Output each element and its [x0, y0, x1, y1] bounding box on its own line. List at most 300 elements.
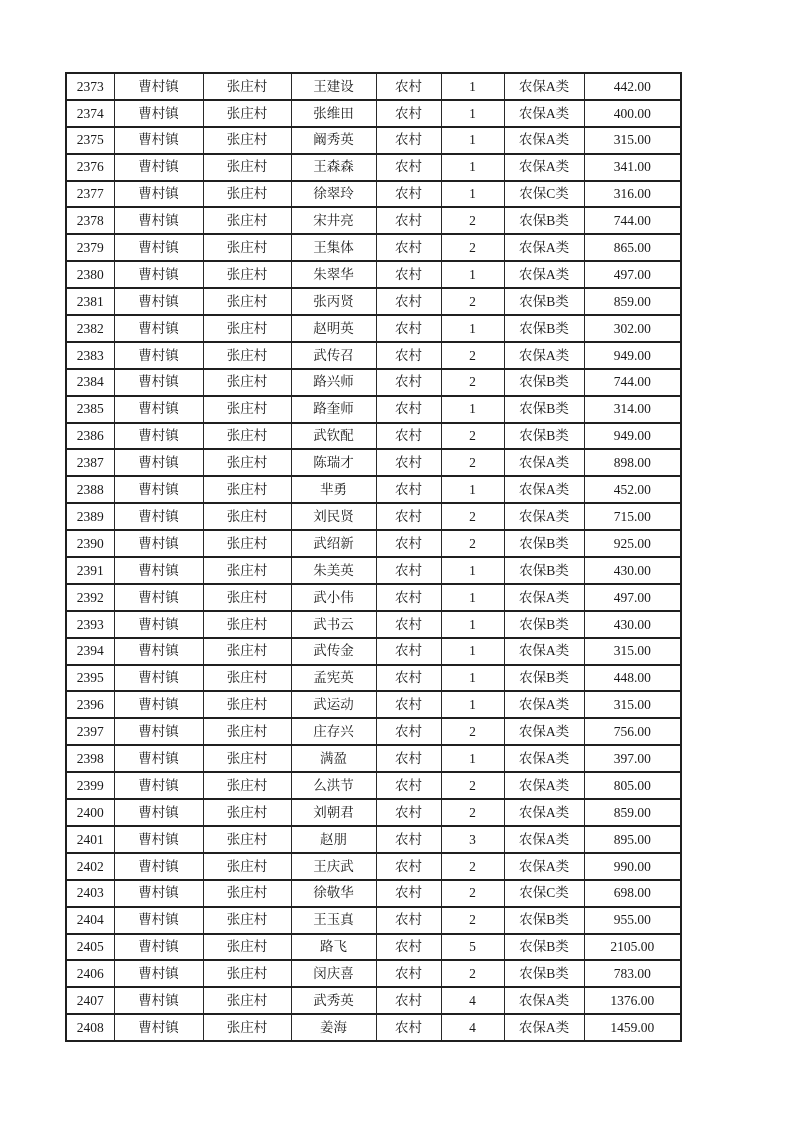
cell-person-name: 赵明英	[291, 315, 376, 342]
cell-household-type: 农村	[376, 100, 441, 127]
cell-insurance-category: 农保A类	[504, 127, 584, 154]
cell-person-name: 路兴师	[291, 369, 376, 396]
cell-village: 张庄村	[203, 100, 291, 127]
cell-village: 张庄村	[203, 261, 291, 288]
table-row	[66, 611, 681, 638]
cell-person-name: 朱翠华	[291, 261, 376, 288]
cell-household-type: 农村	[376, 772, 441, 799]
cell-town: 曹村镇	[114, 691, 203, 718]
table-row	[66, 799, 681, 826]
cell-household-type: 农村	[376, 826, 441, 853]
cell-village: 张庄村	[203, 503, 291, 530]
cell-village: 张庄村	[203, 181, 291, 208]
cell-village: 张庄村	[203, 691, 291, 718]
cell-sequence-number: 2392	[66, 584, 114, 611]
cell-sequence-number: 2379	[66, 234, 114, 261]
cell-amount: 315.00	[584, 691, 681, 718]
cell-town: 曹村镇	[114, 315, 203, 342]
cell-town: 曹村镇	[114, 799, 203, 826]
cell-sequence-number: 2397	[66, 718, 114, 745]
cell-person-name: 庄存兴	[291, 718, 376, 745]
cell-person-name: 武绍新	[291, 530, 376, 557]
cell-household-type: 农村	[376, 315, 441, 342]
cell-insurance-category: 农保B类	[504, 369, 584, 396]
cell-town: 曹村镇	[114, 853, 203, 880]
cell-person-count: 2	[441, 288, 504, 315]
cell-village: 张庄村	[203, 799, 291, 826]
cell-village: 张庄村	[203, 530, 291, 557]
cell-amount: 2105.00	[584, 934, 681, 961]
cell-village: 张庄村	[203, 423, 291, 450]
cell-village: 张庄村	[203, 826, 291, 853]
cell-insurance-category: 农保B类	[504, 934, 584, 961]
cell-household-type: 农村	[376, 987, 441, 1014]
cell-insurance-category: 农保B类	[504, 960, 584, 987]
cell-amount: 341.00	[584, 154, 681, 181]
table-row	[66, 557, 681, 584]
cell-insurance-category: 农保B类	[504, 907, 584, 934]
cell-person-count: 1	[441, 181, 504, 208]
cell-person-name: 陈瑞才	[291, 449, 376, 476]
cell-person-count: 2	[441, 207, 504, 234]
cell-village: 张庄村	[203, 449, 291, 476]
cell-person-name: 武运动	[291, 691, 376, 718]
cell-person-count: 1	[441, 638, 504, 665]
cell-person-name: 芈勇	[291, 476, 376, 503]
cell-insurance-category: 农保B类	[504, 315, 584, 342]
cell-person-count: 2	[441, 530, 504, 557]
cell-amount: 316.00	[584, 181, 681, 208]
cell-amount: 430.00	[584, 611, 681, 638]
cell-village: 张庄村	[203, 745, 291, 772]
table-row	[66, 772, 681, 799]
cell-village: 张庄村	[203, 154, 291, 181]
cell-person-count: 2	[441, 799, 504, 826]
cell-amount: 756.00	[584, 718, 681, 745]
cell-person-name: 武传召	[291, 342, 376, 369]
cell-person-count: 4	[441, 987, 504, 1014]
cell-sequence-number: 2408	[66, 1014, 114, 1041]
table-row	[66, 530, 681, 557]
cell-insurance-category: 农保A类	[504, 638, 584, 665]
cell-household-type: 农村	[376, 934, 441, 961]
table-row	[66, 315, 681, 342]
cell-town: 曹村镇	[114, 476, 203, 503]
cell-household-type: 农村	[376, 342, 441, 369]
cell-person-count: 2	[441, 907, 504, 934]
cell-town: 曹村镇	[114, 772, 203, 799]
cell-amount: 895.00	[584, 826, 681, 853]
table-row	[66, 127, 681, 154]
cell-village: 张庄村	[203, 207, 291, 234]
cell-sequence-number: 2396	[66, 691, 114, 718]
cell-person-name: 刘民贤	[291, 503, 376, 530]
cell-village: 张庄村	[203, 234, 291, 261]
cell-village: 张庄村	[203, 987, 291, 1014]
table-row	[66, 665, 681, 692]
cell-insurance-category: 农保B类	[504, 396, 584, 423]
cell-village: 张庄村	[203, 369, 291, 396]
cell-insurance-category: 农保B类	[504, 611, 584, 638]
cell-village: 张庄村	[203, 880, 291, 907]
cell-amount: 1376.00	[584, 987, 681, 1014]
cell-insurance-category: 农保A类	[504, 261, 584, 288]
cell-insurance-category: 农保A类	[504, 100, 584, 127]
cell-village: 张庄村	[203, 665, 291, 692]
cell-sequence-number: 2373	[66, 73, 114, 100]
cell-person-name: 张维田	[291, 100, 376, 127]
cell-person-count: 1	[441, 100, 504, 127]
cell-person-name: 王集体	[291, 234, 376, 261]
table-row	[66, 907, 681, 934]
cell-household-type: 农村	[376, 691, 441, 718]
cell-sequence-number: 2402	[66, 853, 114, 880]
table-body	[66, 73, 681, 1041]
cell-amount: 865.00	[584, 234, 681, 261]
cell-person-count: 1	[441, 127, 504, 154]
cell-town: 曹村镇	[114, 1014, 203, 1041]
cell-person-count: 1	[441, 691, 504, 718]
cell-insurance-category: 农保A类	[504, 718, 584, 745]
cell-insurance-category: 农保B类	[504, 288, 584, 315]
cell-person-name: 王森森	[291, 154, 376, 181]
cell-person-count: 1	[441, 261, 504, 288]
cell-sequence-number: 2380	[66, 261, 114, 288]
cell-person-name: 路奎师	[291, 396, 376, 423]
cell-sequence-number: 2384	[66, 369, 114, 396]
cell-insurance-category: 农保A类	[504, 853, 584, 880]
cell-town: 曹村镇	[114, 73, 203, 100]
table-row	[66, 181, 681, 208]
cell-amount: 859.00	[584, 288, 681, 315]
cell-person-name: 徐翠玲	[291, 181, 376, 208]
cell-sequence-number: 2387	[66, 449, 114, 476]
table-row	[66, 880, 681, 907]
cell-insurance-category: 农保A类	[504, 342, 584, 369]
cell-village: 张庄村	[203, 611, 291, 638]
cell-town: 曹村镇	[114, 745, 203, 772]
cell-town: 曹村镇	[114, 934, 203, 961]
cell-sequence-number: 2391	[66, 557, 114, 584]
cell-sequence-number: 2381	[66, 288, 114, 315]
cell-insurance-category: 农保C类	[504, 880, 584, 907]
table-sheet	[65, 72, 682, 1042]
table-row	[66, 476, 681, 503]
table-row	[66, 691, 681, 718]
cell-person-name: 宋井亮	[291, 207, 376, 234]
cell-amount: 497.00	[584, 261, 681, 288]
cell-person-name: 武传金	[291, 638, 376, 665]
cell-sequence-number: 2385	[66, 396, 114, 423]
table-row	[66, 503, 681, 530]
cell-village: 张庄村	[203, 638, 291, 665]
cell-household-type: 农村	[376, 745, 441, 772]
cell-insurance-category: 农保A类	[504, 73, 584, 100]
cell-amount: 497.00	[584, 584, 681, 611]
cell-insurance-category: 农保A类	[504, 154, 584, 181]
cell-village: 张庄村	[203, 772, 291, 799]
cell-person-count: 1	[441, 665, 504, 692]
cell-person-count: 2	[441, 880, 504, 907]
cell-amount: 397.00	[584, 745, 681, 772]
cell-amount: 955.00	[584, 907, 681, 934]
table-row	[66, 934, 681, 961]
cell-sequence-number: 2395	[66, 665, 114, 692]
cell-person-count: 2	[441, 449, 504, 476]
table-row	[66, 207, 681, 234]
cell-town: 曹村镇	[114, 396, 203, 423]
cell-village: 张庄村	[203, 127, 291, 154]
cell-amount: 990.00	[584, 853, 681, 880]
cell-amount: 949.00	[584, 423, 681, 450]
cell-town: 曹村镇	[114, 127, 203, 154]
cell-insurance-category: 农保A类	[504, 476, 584, 503]
cell-household-type: 农村	[376, 181, 441, 208]
cell-insurance-category: 农保B类	[504, 423, 584, 450]
cell-amount: 315.00	[584, 127, 681, 154]
cell-person-count: 3	[441, 826, 504, 853]
cell-insurance-category: 农保A类	[504, 745, 584, 772]
cell-town: 曹村镇	[114, 880, 203, 907]
cell-household-type: 农村	[376, 584, 441, 611]
cell-household-type: 农村	[376, 476, 441, 503]
cell-sequence-number: 2401	[66, 826, 114, 853]
cell-household-type: 农村	[376, 718, 441, 745]
cell-person-name: 王庆武	[291, 853, 376, 880]
cell-person-name: 刘朝君	[291, 799, 376, 826]
cell-person-name: 满盈	[291, 745, 376, 772]
cell-amount: 698.00	[584, 880, 681, 907]
table-row	[66, 638, 681, 665]
cell-town: 曹村镇	[114, 960, 203, 987]
cell-village: 张庄村	[203, 960, 291, 987]
cell-amount: 744.00	[584, 207, 681, 234]
cell-village: 张庄村	[203, 73, 291, 100]
cell-household-type: 农村	[376, 423, 441, 450]
cell-amount: 949.00	[584, 342, 681, 369]
cell-sequence-number: 2403	[66, 880, 114, 907]
cell-insurance-category: 农保B类	[504, 665, 584, 692]
cell-village: 张庄村	[203, 584, 291, 611]
cell-town: 曹村镇	[114, 530, 203, 557]
cell-insurance-category: 农保A类	[504, 449, 584, 476]
cell-household-type: 农村	[376, 207, 441, 234]
cell-sequence-number: 2378	[66, 207, 114, 234]
cell-person-name: 么洪节	[291, 772, 376, 799]
cell-person-count: 1	[441, 396, 504, 423]
cell-household-type: 农村	[376, 396, 441, 423]
table-row	[66, 396, 681, 423]
table-row	[66, 369, 681, 396]
table-row	[66, 584, 681, 611]
cell-household-type: 农村	[376, 1014, 441, 1041]
table-row	[66, 987, 681, 1014]
cell-person-name: 路飞	[291, 934, 376, 961]
table-row	[66, 853, 681, 880]
cell-town: 曹村镇	[114, 261, 203, 288]
cell-sequence-number: 2375	[66, 127, 114, 154]
cell-amount: 400.00	[584, 100, 681, 127]
cell-person-count: 2	[441, 718, 504, 745]
cell-person-name: 闵庆喜	[291, 960, 376, 987]
cell-town: 曹村镇	[114, 665, 203, 692]
cell-insurance-category: 农保B类	[504, 530, 584, 557]
cell-town: 曹村镇	[114, 557, 203, 584]
table-row	[66, 342, 681, 369]
cell-insurance-category: 农保A类	[504, 1014, 584, 1041]
cell-amount: 898.00	[584, 449, 681, 476]
cell-sequence-number: 2374	[66, 100, 114, 127]
cell-village: 张庄村	[203, 718, 291, 745]
cell-household-type: 农村	[376, 261, 441, 288]
cell-household-type: 农村	[376, 638, 441, 665]
cell-village: 张庄村	[203, 476, 291, 503]
cell-household-type: 农村	[376, 449, 441, 476]
cell-person-count: 1	[441, 557, 504, 584]
table-row	[66, 154, 681, 181]
cell-town: 曹村镇	[114, 100, 203, 127]
cell-amount: 302.00	[584, 315, 681, 342]
cell-sequence-number: 2399	[66, 772, 114, 799]
table-row	[66, 261, 681, 288]
cell-village: 张庄村	[203, 557, 291, 584]
cell-person-count: 1	[441, 584, 504, 611]
cell-household-type: 农村	[376, 611, 441, 638]
cell-sequence-number: 2389	[66, 503, 114, 530]
table-row	[66, 449, 681, 476]
cell-insurance-category: 农保B类	[504, 557, 584, 584]
cell-town: 曹村镇	[114, 611, 203, 638]
cell-amount: 783.00	[584, 960, 681, 987]
table-row	[66, 960, 681, 987]
cell-household-type: 农村	[376, 369, 441, 396]
cell-insurance-category: 农保A类	[504, 691, 584, 718]
cell-town: 曹村镇	[114, 987, 203, 1014]
cell-insurance-category: 农保A类	[504, 987, 584, 1014]
cell-sequence-number: 2390	[66, 530, 114, 557]
cell-person-count: 1	[441, 154, 504, 181]
cell-insurance-category: 农保A类	[504, 584, 584, 611]
cell-person-name: 张丙贤	[291, 288, 376, 315]
cell-amount: 805.00	[584, 772, 681, 799]
cell-person-count: 2	[441, 423, 504, 450]
cell-insurance-category: 农保A类	[504, 826, 584, 853]
cell-person-count: 2	[441, 234, 504, 261]
cell-person-name: 武钦配	[291, 423, 376, 450]
cell-insurance-category: 农保A类	[504, 234, 584, 261]
cell-town: 曹村镇	[114, 342, 203, 369]
cell-amount: 744.00	[584, 369, 681, 396]
cell-insurance-category: 农保C类	[504, 181, 584, 208]
cell-sequence-number: 2377	[66, 181, 114, 208]
cell-household-type: 农村	[376, 530, 441, 557]
table-row	[66, 73, 681, 100]
cell-person-name: 武小伟	[291, 584, 376, 611]
cell-household-type: 农村	[376, 853, 441, 880]
table-row	[66, 100, 681, 127]
cell-town: 曹村镇	[114, 234, 203, 261]
cell-amount: 452.00	[584, 476, 681, 503]
cell-sequence-number: 2393	[66, 611, 114, 638]
table-row	[66, 1014, 681, 1041]
cell-household-type: 农村	[376, 799, 441, 826]
cell-village: 张庄村	[203, 288, 291, 315]
cell-household-type: 农村	[376, 234, 441, 261]
table-row	[66, 234, 681, 261]
cell-sequence-number: 2404	[66, 907, 114, 934]
cell-sequence-number: 2398	[66, 745, 114, 772]
cell-town: 曹村镇	[114, 826, 203, 853]
cell-person-name: 姜海	[291, 1014, 376, 1041]
cell-household-type: 农村	[376, 503, 441, 530]
cell-amount: 314.00	[584, 396, 681, 423]
cell-village: 张庄村	[203, 315, 291, 342]
cell-household-type: 农村	[376, 907, 441, 934]
cell-sequence-number: 2388	[66, 476, 114, 503]
cell-person-name: 武秀英	[291, 987, 376, 1014]
insurance-roster-table	[65, 72, 682, 1042]
cell-town: 曹村镇	[114, 423, 203, 450]
cell-sequence-number: 2406	[66, 960, 114, 987]
cell-town: 曹村镇	[114, 584, 203, 611]
cell-household-type: 农村	[376, 154, 441, 181]
cell-insurance-category: 农保A类	[504, 503, 584, 530]
cell-town: 曹村镇	[114, 369, 203, 396]
cell-person-count: 2	[441, 503, 504, 530]
cell-household-type: 农村	[376, 557, 441, 584]
cell-household-type: 农村	[376, 665, 441, 692]
cell-person-name: 孟宪英	[291, 665, 376, 692]
cell-amount: 715.00	[584, 503, 681, 530]
cell-amount: 315.00	[584, 638, 681, 665]
cell-household-type: 农村	[376, 127, 441, 154]
cell-amount: 1459.00	[584, 1014, 681, 1041]
cell-village: 张庄村	[203, 396, 291, 423]
cell-amount: 442.00	[584, 73, 681, 100]
cell-town: 曹村镇	[114, 503, 203, 530]
cell-village: 张庄村	[203, 342, 291, 369]
cell-person-name: 阚秀英	[291, 127, 376, 154]
cell-person-name: 王建设	[291, 73, 376, 100]
table-row	[66, 423, 681, 450]
cell-person-count: 5	[441, 934, 504, 961]
cell-town: 曹村镇	[114, 154, 203, 181]
cell-person-count: 1	[441, 611, 504, 638]
cell-household-type: 农村	[376, 288, 441, 315]
table-row	[66, 745, 681, 772]
cell-person-count: 1	[441, 745, 504, 772]
cell-amount: 430.00	[584, 557, 681, 584]
cell-person-count: 2	[441, 960, 504, 987]
cell-village: 张庄村	[203, 1014, 291, 1041]
cell-sequence-number: 2407	[66, 987, 114, 1014]
cell-person-name: 赵朋	[291, 826, 376, 853]
cell-amount: 859.00	[584, 799, 681, 826]
cell-person-count: 1	[441, 476, 504, 503]
cell-person-count: 2	[441, 853, 504, 880]
cell-village: 张庄村	[203, 934, 291, 961]
cell-person-count: 2	[441, 342, 504, 369]
table-row	[66, 718, 681, 745]
cell-amount: 448.00	[584, 665, 681, 692]
cell-person-name: 朱美英	[291, 557, 376, 584]
cell-sequence-number: 2376	[66, 154, 114, 181]
cell-household-type: 农村	[376, 73, 441, 100]
cell-town: 曹村镇	[114, 638, 203, 665]
cell-household-type: 农村	[376, 960, 441, 987]
cell-town: 曹村镇	[114, 718, 203, 745]
cell-sequence-number: 2405	[66, 934, 114, 961]
